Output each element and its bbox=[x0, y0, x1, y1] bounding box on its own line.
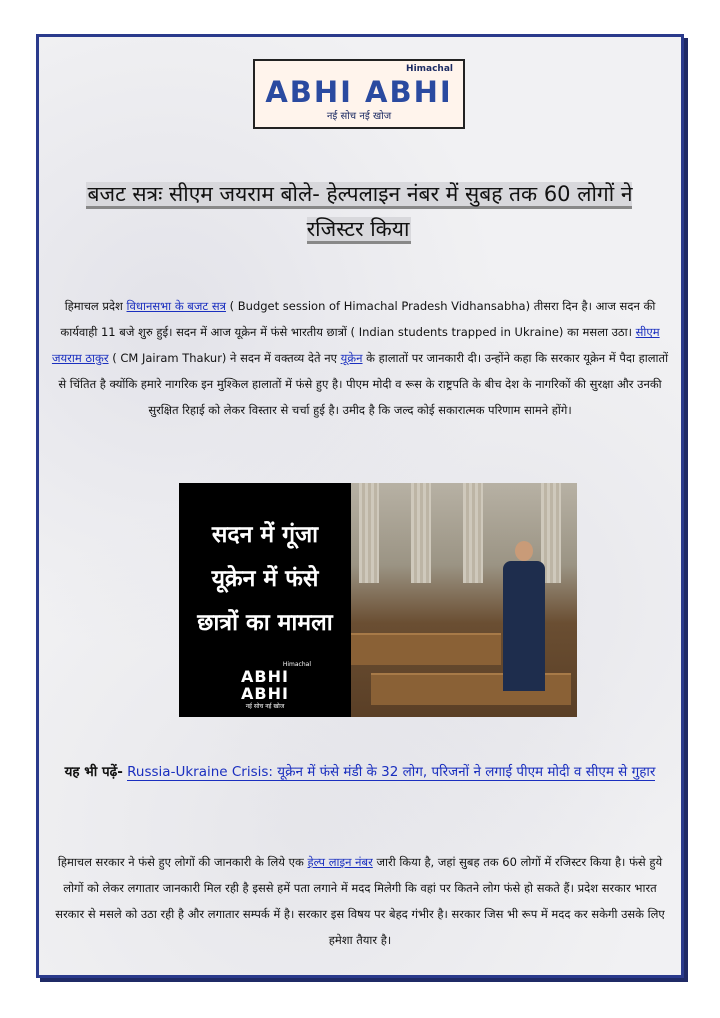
p1-text-a: हिमाचल प्रदेश bbox=[64, 299, 127, 313]
image-logo-region: Himachal bbox=[282, 661, 311, 668]
p1-text-b: ( Budget session of Himachal Pradesh Vidhansabha) तीसरा दिन है। आज सदन की कार्यवाही 11 बजे शुरु हुई। सदन में आज यूक्रेन में फंसे भारतीय छात्रों ( Indian students trapped in Ukraine) का मसला उठा। bbox=[60, 299, 656, 339]
article-paragraph-1 bbox=[51, 293, 669, 423]
image-headline-line-1: सदन में गूंजा bbox=[211, 522, 319, 548]
curtain-shape bbox=[463, 483, 483, 583]
read-more bbox=[51, 759, 669, 785]
image-logo-tagline: नई सोच नई खोज bbox=[245, 703, 285, 710]
p1-text-d: के हालातों पर जानकारी दी। उन्होंने कहा कि सरकार यूक्रेन में पैदा हालातों से चिंतित है क्योंकि हमारे नागरिक इन मुश्किल हालातों में फंसे हुए है। पीएम मोदी व रूस के राष्ट्रपति के बीच देश के नागरिकों की सुरक्षा और उनकी सुरक्षित रिहाई को लेकर विस्तार से चर्चा हुई है। उमीद है कि जल्द कोई सकारात्मक परिणाम सामने होंगे। bbox=[58, 351, 669, 417]
speaker-head bbox=[515, 541, 533, 561]
cm-jairam-link[interactable]: सीएम जयराम ठाकुर bbox=[51, 325, 660, 365]
speaker-body bbox=[503, 561, 545, 691]
image-headline-line-2: यूक्रेन में फंसे bbox=[211, 566, 319, 592]
article-title bbox=[59, 177, 659, 247]
article-paragraph-2 bbox=[51, 849, 669, 953]
site-logo[interactable] bbox=[253, 59, 465, 129]
document-page bbox=[36, 34, 684, 978]
image-headline-line-3: छात्रों का मामला bbox=[197, 610, 333, 636]
logo-name: ABHI ABHI bbox=[265, 75, 453, 109]
p2-text-a: हिमाचल सरकार ने फंसे हुए लोगों की जानकारी के लिये एक bbox=[57, 855, 308, 869]
p1-text-c: ( CM Jairam Thakur) ने सदन में वक्तव्य देते नए bbox=[108, 351, 341, 365]
logo-region: Himachal bbox=[406, 64, 453, 74]
p2-text-b: जारी किया है, जहां सुबह तक 60 लोगों में रजिस्टर किया है। फंसे हुये लोगों को लेकर लगातार जानकारी मिल रही है इससे हमें पता लगाने में मदद मिलेगी कि वहां पर कितने लोग फंसे हो सकते हैं। प्रदेश सरकार भारत सरकार से मसले को उठा रही है और लगातार सम्पर्क में है। सरकार इस विषय पर बेहद गंभीर है। सरकार जिस भी रूप में मदद कर सकेगी उसके लिए हमेशा तैयार है। bbox=[55, 855, 665, 947]
curtain-shape bbox=[359, 483, 379, 583]
helpline-link[interactable]: हेल्प लाइन नंबर bbox=[307, 855, 373, 869]
read-more-link[interactable]: Russia-Ukraine Crisis: यूक्रेन में फंसे मंडी के 32 लोग, परिजनों ने लगाई पीएम मोदी व सीएम से गुहार bbox=[127, 764, 656, 780]
logo-tagline: नई सोच नई खोज bbox=[326, 111, 392, 122]
article-title-text: बजट सत्रः सीएम जयराम बोले- हेल्पलाइन नंबर में सुबह तक 60 लोगों ने रजिस्टर किया bbox=[86, 182, 633, 244]
article-image bbox=[179, 483, 577, 717]
budget-session-link[interactable]: विधानसभा के बजट सत्र bbox=[126, 299, 226, 313]
ukraine-link[interactable]: यूक्रेन bbox=[340, 351, 363, 365]
image-headline bbox=[179, 513, 351, 645]
read-more-label: यह भी पढ़ें- bbox=[64, 764, 123, 780]
assembly-photo bbox=[351, 483, 577, 717]
bench-shape bbox=[351, 633, 501, 665]
curtain-shape bbox=[411, 483, 431, 583]
speaker-figure bbox=[501, 541, 547, 691]
image-headline-panel bbox=[179, 483, 351, 717]
image-logo-name: ABHI ABHI bbox=[241, 667, 289, 703]
image-logo bbox=[215, 661, 315, 710]
